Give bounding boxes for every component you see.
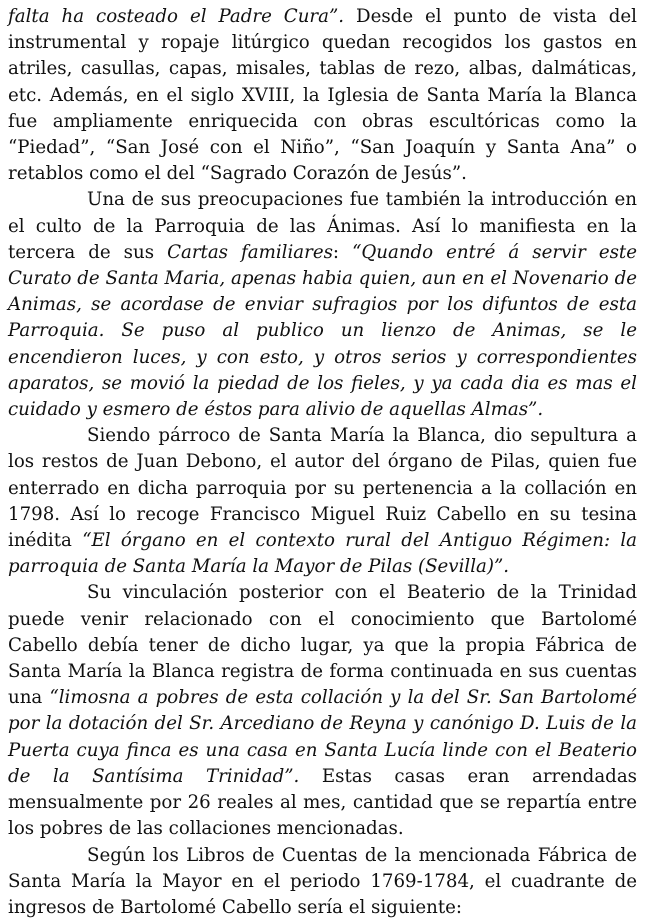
- paragraph-2: [8, 187, 637, 423]
- text-run: Estas casas eran arrendadas mensualmente por 26 reales al mes, cantidad que se repartía entre los pobres de las collaciones mencionadas.: [8, 766, 637, 839]
- paragraph-5: [8, 843, 637, 921]
- paragraph-3: [8, 423, 637, 580]
- document-page: [8, 4, 637, 921]
- text-run: “Quando entré á servir este Curato de Santa Maria, apenas habia quien, aun en el Novenario de Animas, se acordase de enviar sufragios por los difuntos de esta Parroquia. Se puso al publico un lienzo de Animas, se le encendieron luces, y con esto, y otros serios y correspondientes aparatos, se movió la piedad de los fieles, y ya cada dia es mas el cuidado y esmero de éstos para alivio de aquellas Almas”.: [8, 242, 637, 420]
- text-run: Una de sus preocupaciones fue también la introducción en el culto de la Parroquia de las Ánimas. Así lo manifiesta en la tercera de sus: [8, 189, 637, 262]
- paragraph-4: [8, 580, 637, 842]
- text-run: Cartas familiares: [167, 242, 333, 263]
- text-run: “limosna a pobres de esta collación y la del Sr. San Bartolomé por la dotación del Sr. Arcediano de Reyna y canónigo D. Luis de la Puerta cuya finca es una casa en Santa Lucía linde con el Beaterio de la Santísima Trinidad”.: [8, 687, 637, 787]
- text-run: falta ha costeado el Padre Cura”.: [8, 6, 344, 27]
- text-run: “El órgano en el contexto rural del Antiguo Régimen: la parroquia de Santa María la Mayor de Pilas (Sevilla)”.: [8, 530, 637, 577]
- text-run: Según los Libros de Cuentas de la mencionada Fábrica de Santa María la Mayor en el periodo 1769-1784, el cuadrante de ingresos de Bartolomé Cabello sería el siguiente:: [8, 845, 637, 918]
- text-run: Desde el punto de vista del instrumental y ropaje litúrgico quedan recogidos los gastos en atriles, casullas, capas, misales, tablas de rezo, albas, dalmáticas, etc. Además, en el siglo XVIII, la Iglesia de Santa María la Blanca fue ampliamente enriquecida con obras escultóricas como la “Piedad”, “San José con el Niño”, “San Joaquín y Santa Ana” o retablos como el del “Sagrado Corazón de Jesús”.: [8, 6, 637, 184]
- text-run: Su vinculación posterior con el Beaterio de la Trinidad puede venir relacionado con el conocimiento que Bartolomé Cabello debía tener de dicho lugar, ya que la propia Fábrica de Santa María la Blanca registra de forma continuada en sus cuentas una: [8, 582, 637, 708]
- text-run: :: [333, 242, 352, 263]
- text-run: Siendo párroco de Santa María la Blanca, dio sepultura a los restos de Juan Debono, el autor del órgano de Pilas, quien fue enterrado en dicha parroquia por su pertenencia a la collación en 1798. Así lo recoge Francisco Miguel Ruiz Cabello en su tesina inédita: [8, 425, 637, 551]
- paragraph-1: [8, 4, 637, 187]
